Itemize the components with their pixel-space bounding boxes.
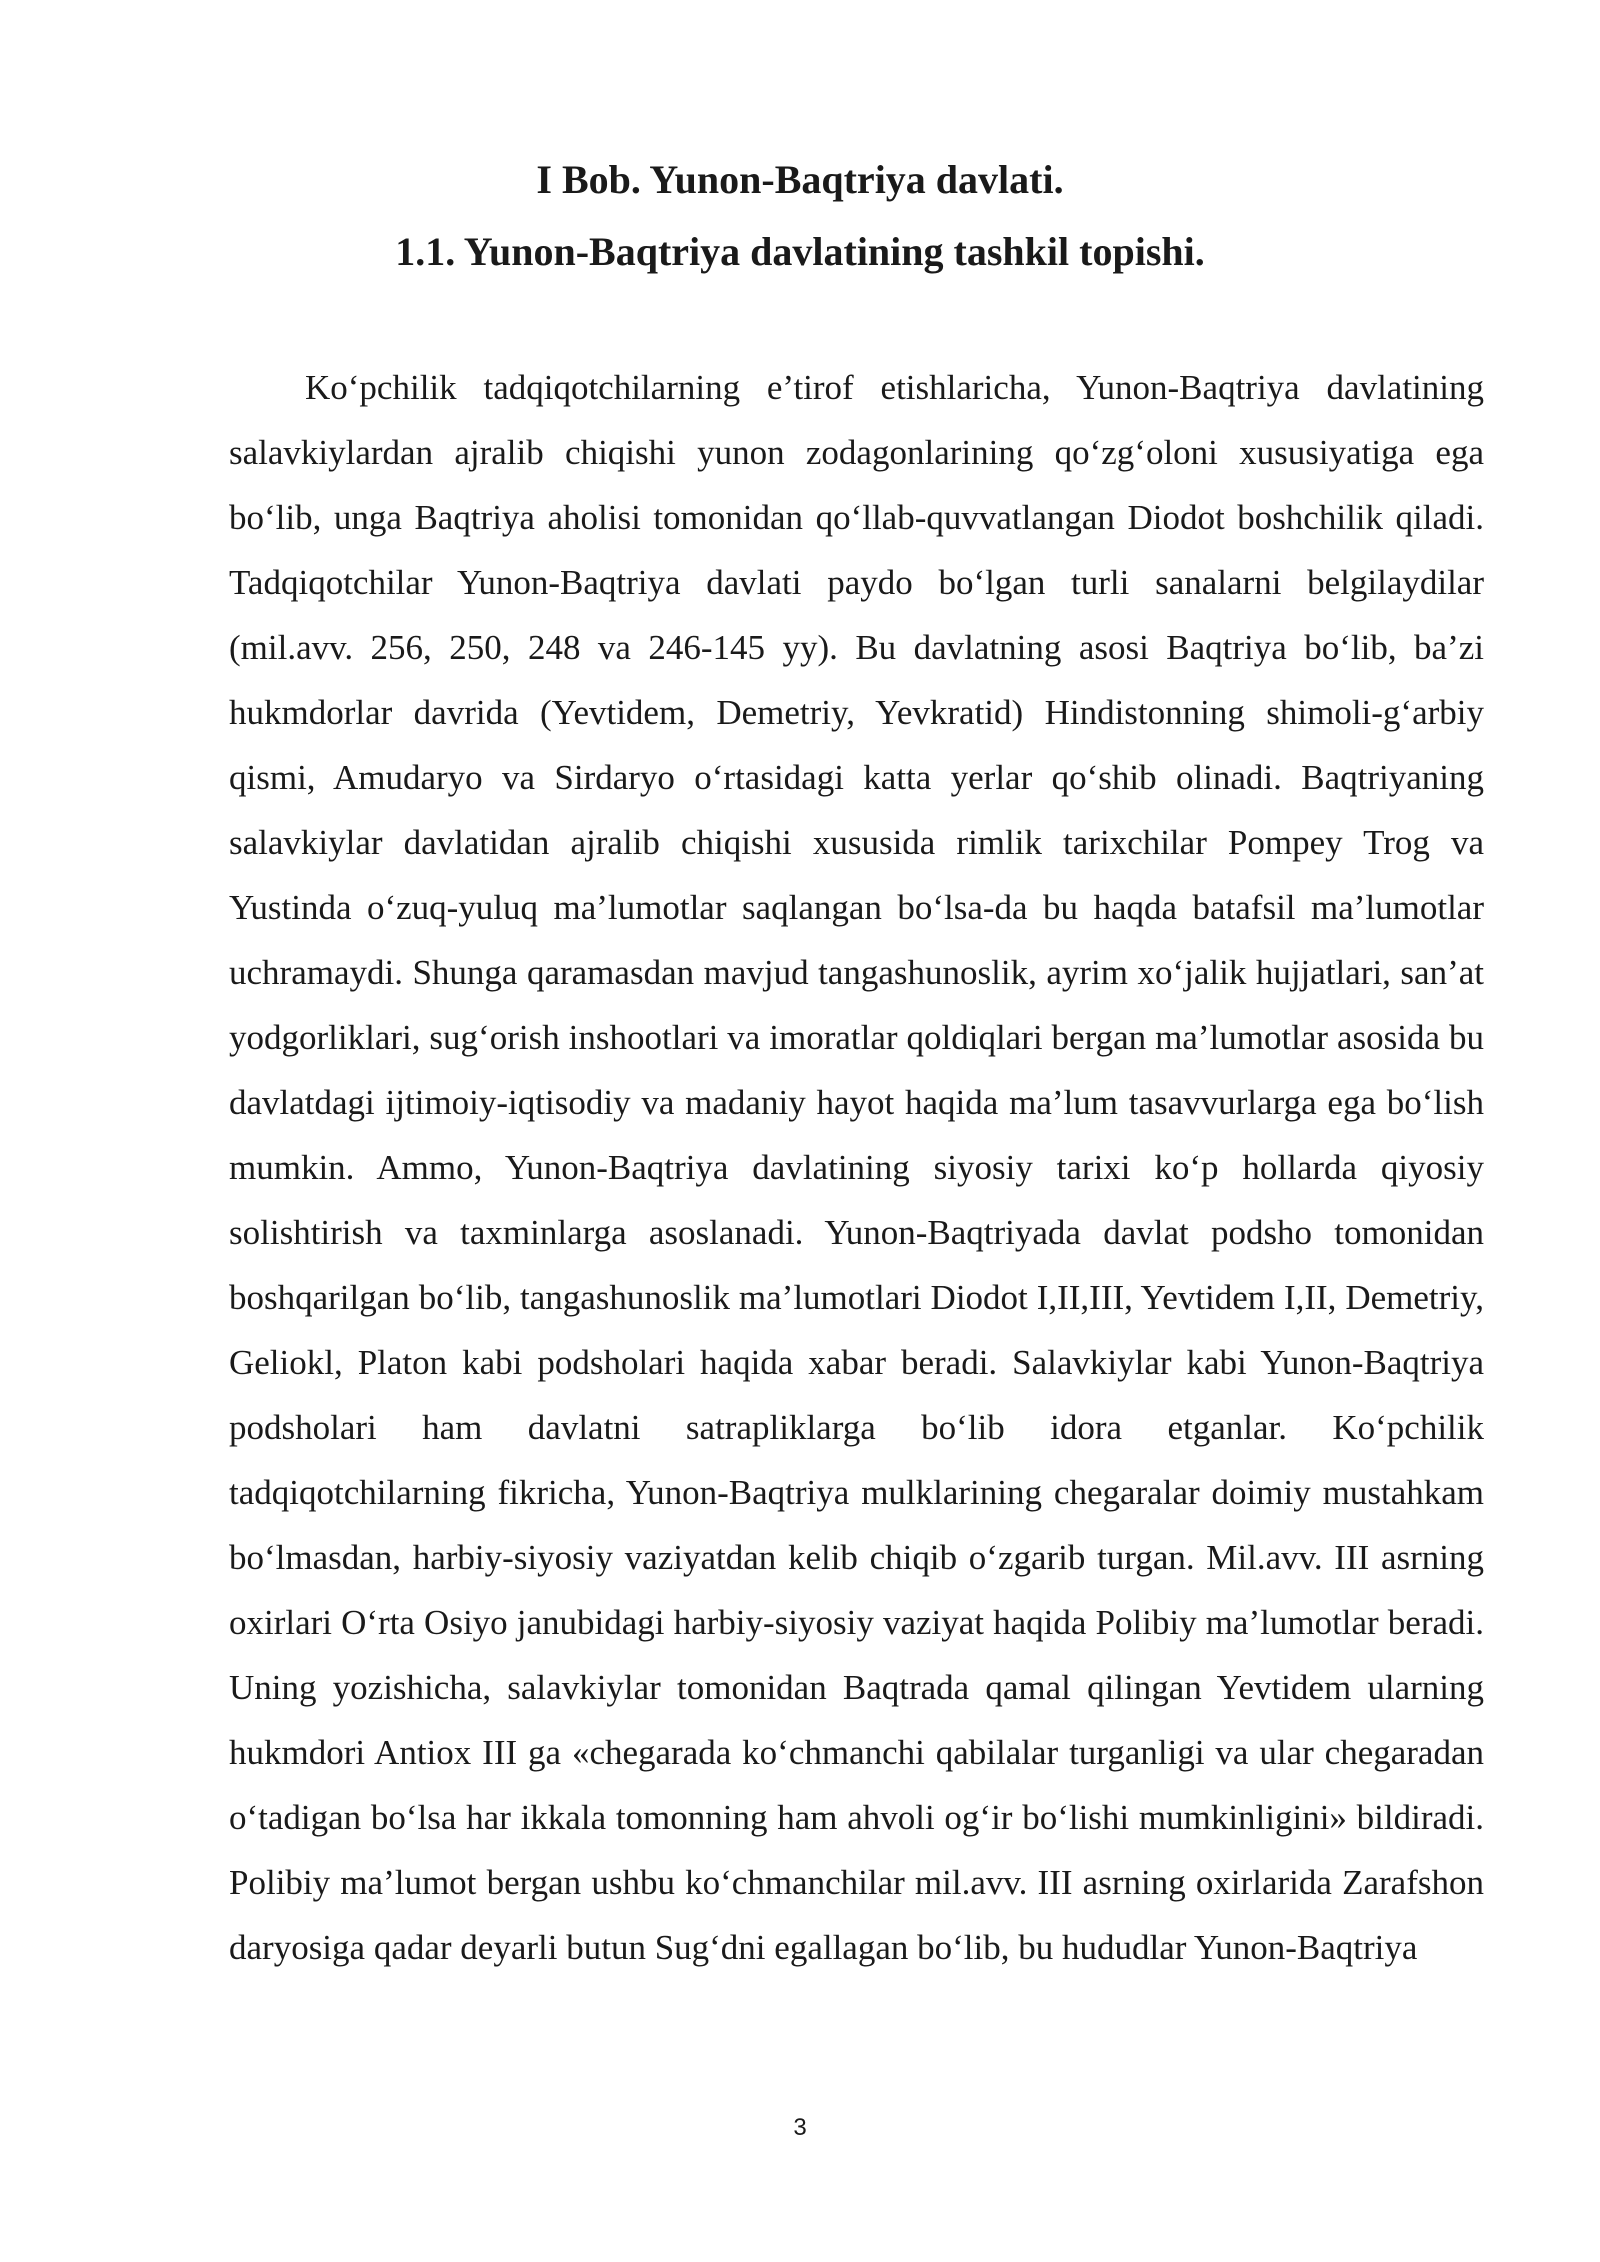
chapter-title: I Bob. Yunon-Baqtriya davlati. <box>536 157 1064 202</box>
body-paragraph: Ko‘pchilik tadqiqotchilarning e’tirof etishlaricha, Yunon-Baqtriya davlatining salavkiylardan ajralib chiqishi yunon zodagonlarining qo‘zg‘oloni xususiyatiga ega bo‘lib, unga Baqtriya aholisi tomonidan qo‘llab-quvvatlangan Diodot boshchilik qiladi. Tadqiqotchilar Yunon-Baqtriya davlati paydo bo‘lgan turli sanalarni belgilaydilar (mil.avv. 256, 250, 248 va 246-145 yy). Bu davlatning asosi Baqtriya bo‘lib, ba’zi hukmdorlar davrida (Yevtidem, Demetriy, Yevkratid) Hindistonning shimoli-g‘arbiy qismi, Amudaryo va Sirdaryo o‘rtasidagi katta yerlar qo‘shib olinadi. Baqtriyaning salavkiylar davlatidan ajralib chiqishi xususida rimlik tarixchilar Pompey Trog va Yustinda o‘zuq-yuluq ma’lumotlar saqlangan bo‘lsa-da bu haqda batafsil ma’lumotlar uchramaydi. Shunga qaramasdan mavjud tangashunoslik, ayrim xo‘jalik hujjatlari, san’at yodgorliklari, sug‘orish inshootlari va imoratlar qoldiqlari bergan ma’lumotlar asosida bu davlatdagi ijtimoiy-iqtisodiy va madaniy hayot haqida ma’lum tasavvurlarga ega bo‘lish mumkin. Ammo, Yunon-Baqtriya davlatining siyosiy tarixi ko‘p hollarda qiyosiy solishtirish va taxminlarga asoslanadi. Yunon-Baqtriyada davlat podsho tomonidan boshqarilgan bo‘lib, tangashunoslik ma’lumotlari Diodot I,II,III, Yevtidem I,II, Demetriy, Geliokl, Platon kabi podsholari haqida xabar beradi. Salavkiylar kabi Yunon-Baqtriya podsholari ham davlatni satrapliklarga bo‘lib idora etganlar. Ko‘pchilik tadqiqotchilarning fikricha, Yunon-Baqtriya mulklarining chegaralar doimiy mustahkam bo‘lmasdan, harbiy-siyosiy vaziyatdan kelib chiqib o‘zgarib turgan. Mil.avv. III asrning oxirlari O‘rta Osiyo janubidagi harbiy-siyosiy vaziyat haqida Polibiy ma’lumotlar beradi. Uning yozishicha, salavkiylar tomonidan Baqtrada qamal qilingan Yevtidem ularning hukmdori Antiox III ga «chegarada ko‘chmanchi qabilalar turganligi va ular chegaradan o‘tadigan bo‘lsa har ikkala tomonning ham ahvoli og‘ir bo‘lishi mumkinligini» bildiradi. Polibiy ma’lumot bergan ushbu ko‘chmanchilar mil.avv. III asrning oxirlarida Zarafshon daryosiga qadar deyarli butun Sug‘dni egallagan bo‘lib, bu hududlar Yunon-Baqtriya <box>229 368 1484 1967</box>
section-title: 1.1. Yunon-Baqtriya davlatining tashkil topishi. <box>395 229 1205 274</box>
page-number: 3 <box>793 2114 807 2141</box>
